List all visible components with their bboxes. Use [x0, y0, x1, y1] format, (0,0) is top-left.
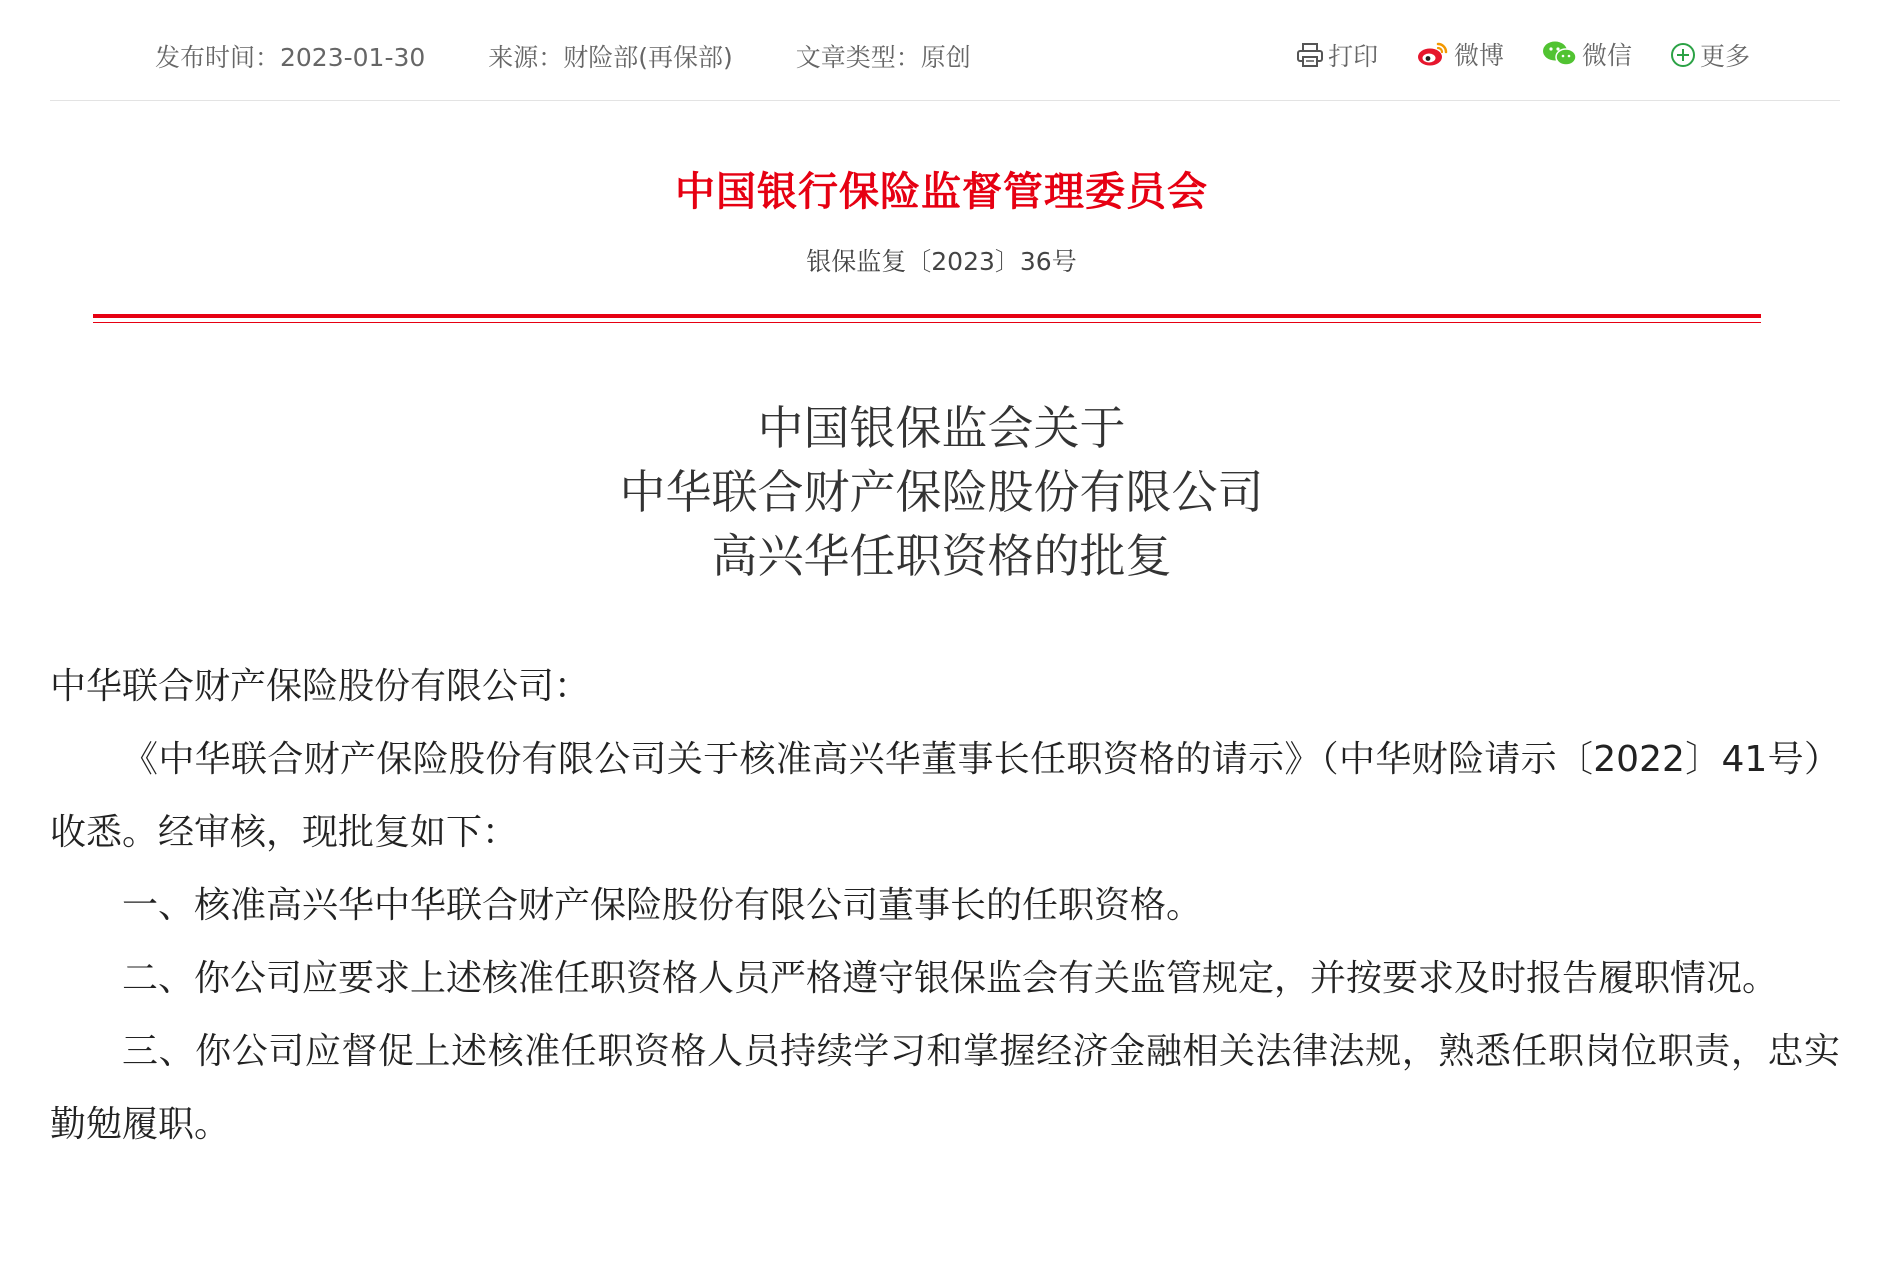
document-number: 银保监复〔2023〕36号	[806, 247, 1077, 276]
body-item-3: 三、你公司应督促上述核准任职资格人员持续学习和掌握经济金融相关法律法规，熟悉任职岗位职责，忠实勤勉履职。	[50, 1031, 1840, 1145]
wechat-icon	[1542, 40, 1578, 68]
body-paragraph-request: 《中华联合财产保险股份有限公司关于核准高兴华董事长任职资格的请示》（中华财险请示〔2022〕41号）收悉。经审核，现批复如下：	[50, 739, 1840, 853]
share-toolbar	[1266, 36, 1750, 74]
weibo-icon	[1416, 40, 1450, 68]
more-label: 更多	[1699, 42, 1750, 71]
document-title-line-3: 高兴华任职资格的批复	[711, 529, 1172, 583]
document-title-line-1: 中国银保监会关于	[757, 401, 1126, 455]
more-share-button[interactable]	[1670, 37, 1750, 73]
article-type: 文章类型：原创	[795, 43, 971, 72]
red-header-rule-thin	[93, 322, 1761, 323]
body-item-1: 一、核准高兴华中华联合财产保险股份有限公司董事长的任职资格。	[122, 885, 1203, 926]
salutation: 中华联合财产保险股份有限公司：	[50, 666, 591, 707]
weibo-share-button[interactable]	[1416, 36, 1504, 72]
document-title	[0, 396, 1883, 588]
print-label: 打印	[1328, 42, 1379, 71]
wechat-share-button[interactable]	[1542, 36, 1632, 72]
printer-icon	[1296, 42, 1324, 68]
wechat-label: 微信	[1582, 41, 1633, 70]
plus-circle-icon	[1670, 42, 1696, 68]
document-title-line-2: 中华联合财产保险股份有限公司	[619, 465, 1264, 519]
article-meta-bar	[50, 22, 1840, 101]
weibo-label: 微博	[1454, 41, 1505, 70]
red-header-rule	[93, 314, 1761, 318]
article-source: 来源：财险部(再保部)	[488, 43, 733, 72]
print-button[interactable]	[1296, 37, 1378, 73]
publish-time: 发布时间：2023-01-30	[155, 43, 426, 72]
body-item-2: 二、你公司应要求上述核准任职资格人员严格遵守银保监会有关监管规定，并按要求及时报告履职情况。	[122, 958, 1779, 999]
article-meta	[155, 38, 1026, 74]
issuing-organization-title: 中国银行保险监督管理委员会	[675, 169, 1208, 215]
document-body	[50, 650, 1840, 1161]
